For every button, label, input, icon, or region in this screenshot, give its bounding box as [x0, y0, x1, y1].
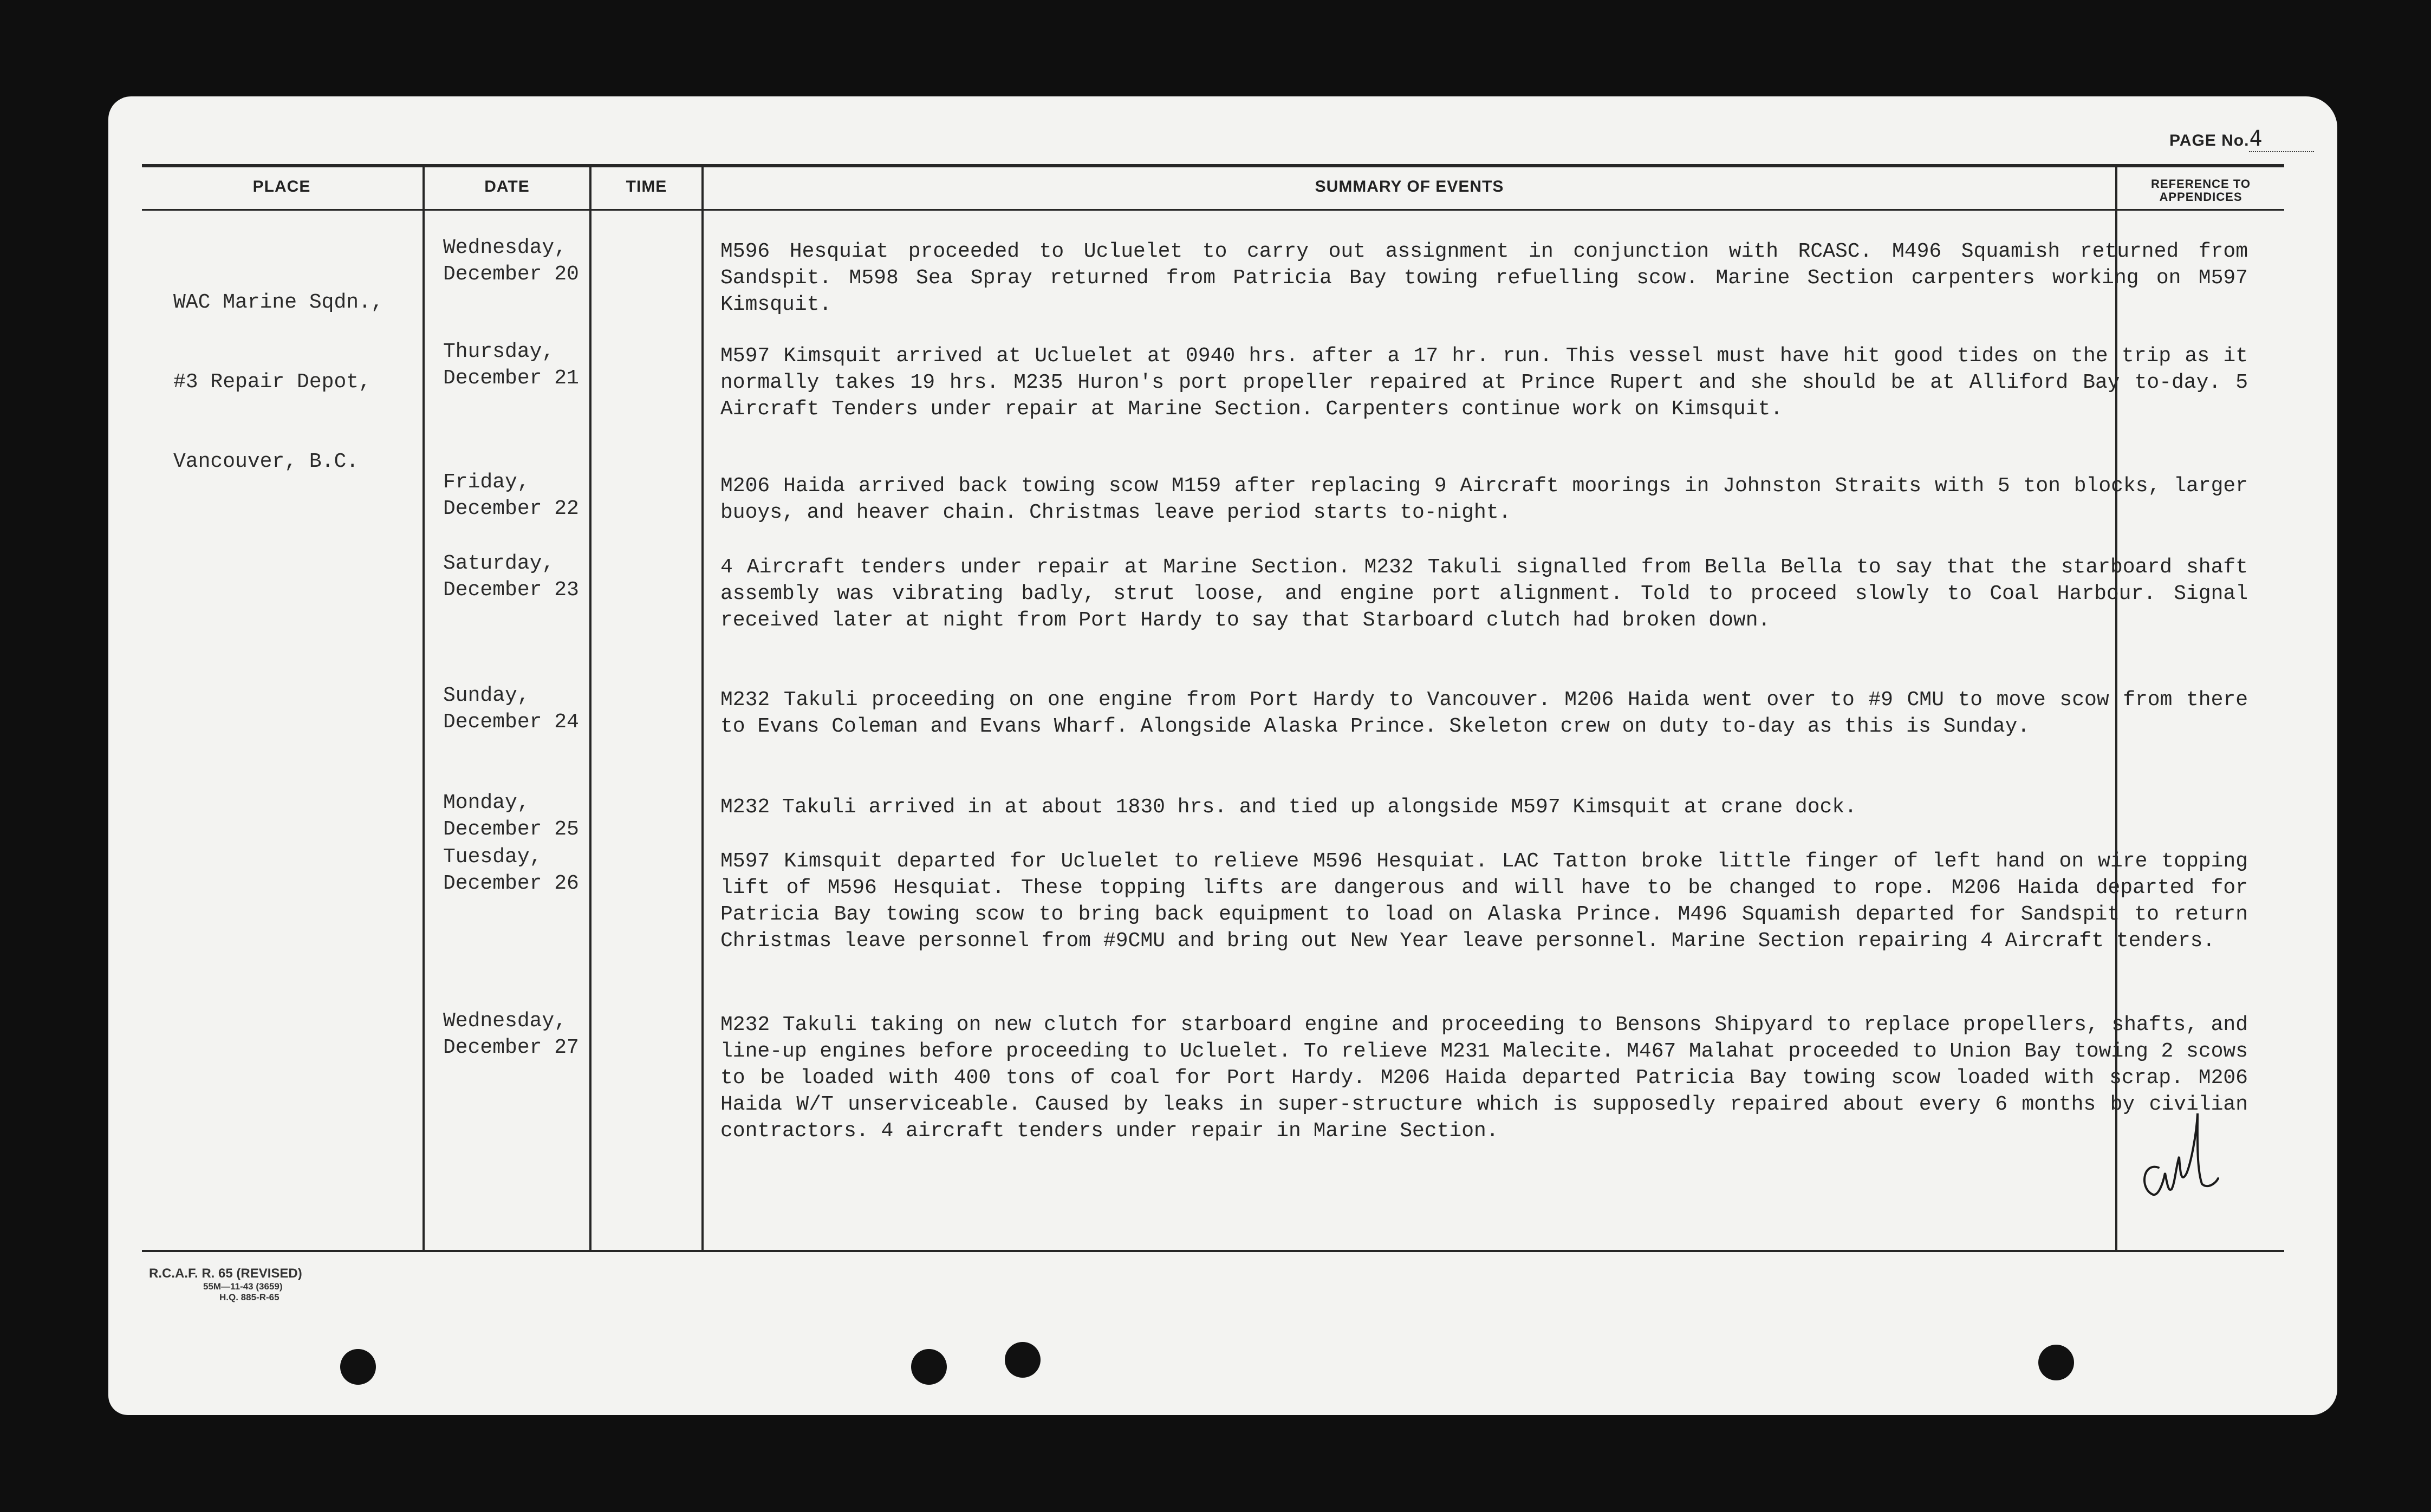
column-rule-time [701, 166, 704, 1251]
header-rule [142, 209, 2284, 211]
place-line: Vancouver, B.C. [173, 450, 359, 473]
diary-sheet [108, 96, 2337, 1415]
form-id-line1: R.C.A.F. R. 65 (REVISED) [149, 1266, 302, 1281]
entry-date: Wednesday, December 27 [443, 1009, 579, 1059]
entry-summary: M232 Takuli arrived in at about 1830 hrs. and tied up alongside M597 Kimsquit at crane dock. [720, 796, 1857, 819]
header-summary: SUMMARY OF EVENTS [1315, 178, 1504, 195]
page-number-value: 4 [2249, 126, 2314, 152]
entry-date: Tuesday, December 26 [443, 845, 579, 895]
entry-date: Friday, December 22 [443, 471, 579, 520]
place-line: WAC Marine Sqdn., [173, 291, 384, 314]
entry-summary: 4 Aircraft tenders under repair at Marine Section. M232 Takuli signalled from Bella Bella to say that the starboard shaft assembly was vibrating badly, strut loose, and engine port alignment. Told to proceed slowly to Coal Harbour. Signal received later at night from Port Hardy to say that Starboard clutch had broken down. [720, 556, 2248, 632]
header-reference-line1: REFERENCE TO [2151, 177, 2251, 191]
entry-summary: M206 Haida arrived back towing scow M159 after replacing 9 Aircraft moorings in Johnston Straits with 5 ton blocks, larger buoys, and heaver chain. Christmas leave period starts to-night. [720, 474, 2248, 524]
entry-summary: M232 Takuli taking on new clutch for starboard engine and proceeding to Bensons Shipyard to replace propellers, shafts, and line-up engines before proceeding to Ucluelet. To relieve M231 Malecite. M467 Malahat proceeded to Union Bay towing 2 scows to be loaded with 400 tons of coal for Port Hardy. M206 Haida departed Patricia Bay towing scow loaded with scrap. M206 Haida W/T unserviceable. Caused by leaks in super-structure which is supposedly repaired about every 6 months by civilian contractors. 4 aircraft tenders under repair in Marine Section. [720, 1013, 2248, 1143]
header-reference-line2: APPENDICES [2159, 190, 2242, 204]
entry-date: Saturday, December 23 [443, 552, 579, 602]
header-date: DATE [484, 178, 530, 195]
page-number [2169, 126, 2314, 152]
entry-date: Wednesday, December 20 [443, 236, 579, 286]
entry-summary: M597 Kimsquit departed for Ucluelet to relieve M596 Hesquiat. LAC Tatton broke little finger of left hand on wire topping lift of M596 Hesquiat. These topping lifts are dangerous and will have to be changed to rope. M206 Haida departed for Patricia Bay towing scow to bring back equipment to load on Alaska Prince. M496 Squamish departed for Sandspit to return Christmas leave personnel from #9CMU and bring out New Year leave personnel. Marine Section repairing 4 Aircraft tenders. [720, 850, 2248, 953]
punch-hole [1005, 1342, 1041, 1378]
header-reference [2117, 178, 2284, 204]
top-rule [142, 164, 2284, 167]
header-time: TIME [626, 178, 667, 195]
page-number-label: PAGE No. [2169, 132, 2250, 149]
entry-summary: M597 Kimsquit arrived at Ucluelet at 0940 hrs. after a 17 hr. run. This vessel must have hit good tides on the trip as it normally takes 19 hrs. M235 Huron's port propeller repaired at Prince Rupert and she should be at Alliford Bay to-day. 5 Aircraft Tenders under repair at Marine Section. Carpenters continue work on Kimsquit. [720, 344, 2248, 421]
entry-date: Monday, December 25 [443, 791, 579, 841]
bottom-rule [142, 1250, 2284, 1252]
entry-summary: M596 Hesquiat proceeded to Ucluelet to carry out assignment in conjunction with RCASC. M496 Squamish returned from Sandspit. M598 Sea Spray returned from Patricia Bay towing refuelling scow. Marine Section carpenters working on M597 Kimsquit. [720, 240, 2248, 316]
place-cell [173, 236, 477, 528]
entry-date: Thursday, December 21 [443, 340, 579, 390]
entry-date: Sunday, December 24 [443, 684, 579, 734]
entry-summary: M232 Takuli proceeding on one engine from Port Hardy to Vancouver. M206 Haida went over to #9 CMU to move scow from there to Evans Coleman and Evans Wharf. Alongside Alaska Prince. Skeleton crew on duty to-day as this is Sunday. [720, 688, 2248, 738]
header-place: PLACE [252, 178, 311, 195]
form-id-line3: H.Q. 885-R-65 [219, 1292, 280, 1302]
handwritten-initials [2137, 1103, 2224, 1200]
form-identifier [149, 1266, 302, 1303]
punch-hole [2038, 1345, 2074, 1380]
place-line: #3 Repair Depot, [173, 370, 371, 394]
punch-hole [340, 1349, 376, 1385]
form-id-line2: 55M—11-43 (3659) [203, 1281, 283, 1292]
punch-hole [911, 1349, 947, 1385]
